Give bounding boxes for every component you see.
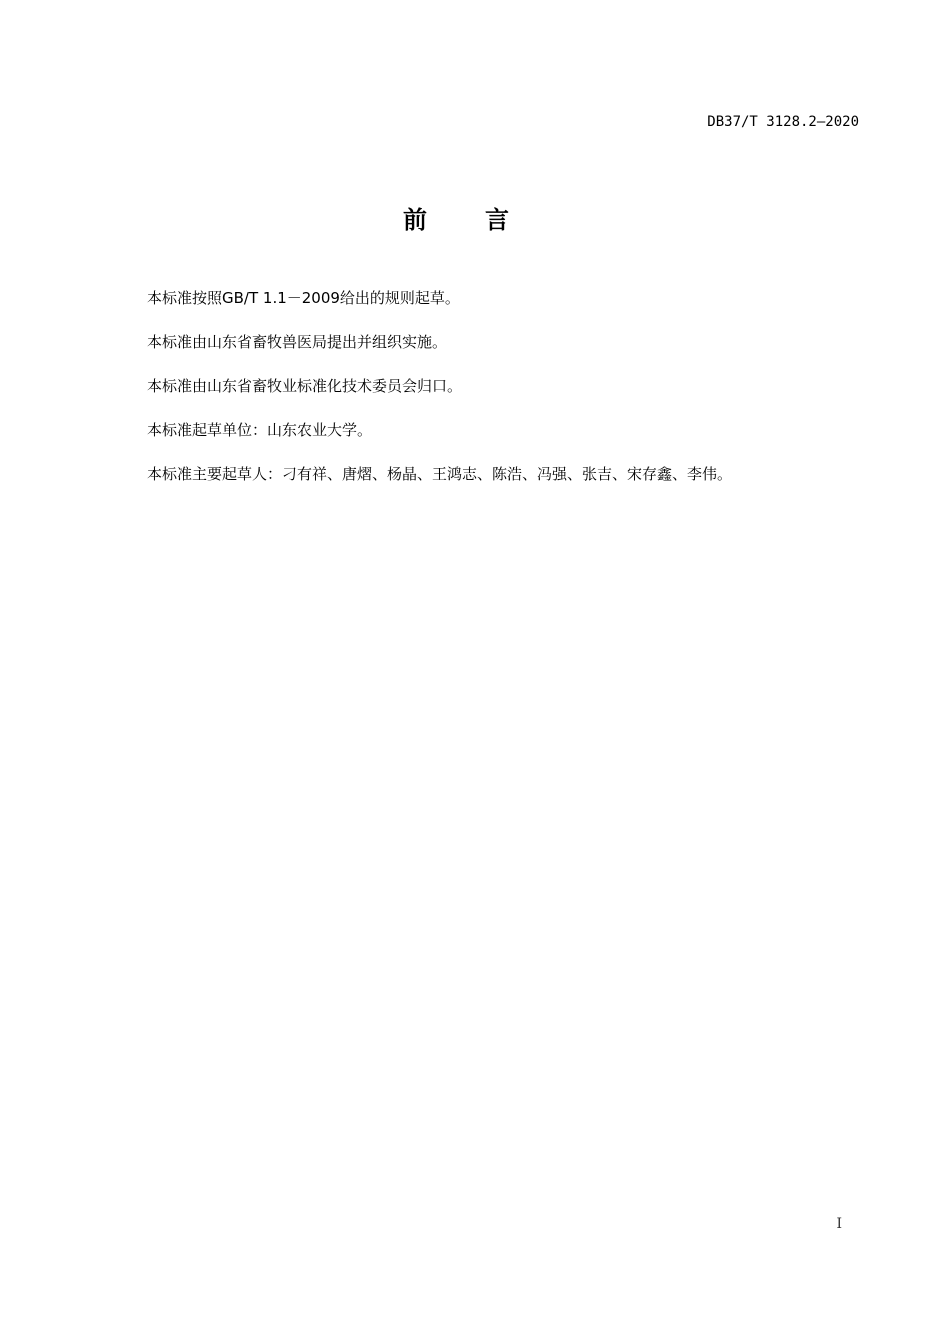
page-number: I [836, 1216, 842, 1232]
paragraph-drafters: 本标准主要起草人：刁有祥、唐熠、杨晶、王鸿志、陈浩、冯强、张吉、宋存鑫、李伟。 [147, 465, 733, 483]
paragraph-drafting-rules: 本标准按照GB/T 1.1－2009给出的规则起草。 [147, 289, 460, 307]
page-title: 前言 [403, 206, 567, 234]
paragraph-centralized-unit: 本标准由山东省畜牧业标准化技术委员会归口。 [147, 377, 463, 395]
document-body [147, 287, 867, 507]
paragraph-drafting-unit: 本标准起草单位：山东农业大学。 [147, 421, 373, 439]
paragraph-proposer: 本标准由山东省畜牧兽医局提出并组织实施。 [147, 333, 448, 351]
standard-code: DB37/T 3128.2—2020 [707, 114, 859, 130]
